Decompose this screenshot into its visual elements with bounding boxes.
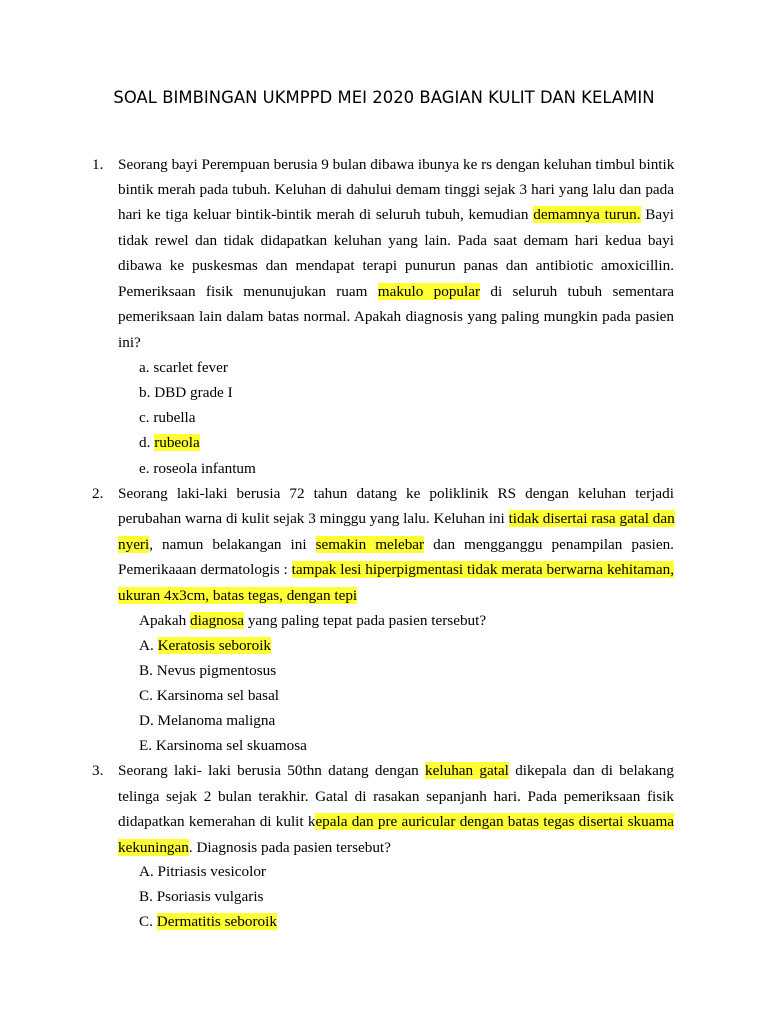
question-text-line: pemeriksaan lain dalam batas normal. Apakah diagnosis yang paling mungkin pada pasien xyxy=(118,308,674,325)
highlighted-text: kekuningan xyxy=(118,839,189,856)
highlighted-text: semakin melebar xyxy=(315,536,425,553)
question-text-line: dibawa ke puskesmas dan mendapat terapi punurun panas dan antibiotic amoxicillin. xyxy=(118,257,674,274)
highlighted-text: diagnosa xyxy=(190,612,245,629)
answer-option: a. scarlet fever xyxy=(139,359,228,376)
question-text-line: Pemerikaaan dermatologis : tampak lesi hiperpigmentasi tidak merata berwarna kehitaman, xyxy=(118,561,674,578)
answer-option: A. Keratosis seboroik xyxy=(139,637,272,654)
highlighted-answer: Keratosis seboroik xyxy=(157,637,272,654)
question-text-line: kekuningan. Diagnosis pada pasien tersebut? xyxy=(118,839,391,856)
question-text-line: tidak rewel dan tidak didapatkan keluhan yang lain. Pada saat demam hari kedua bayi xyxy=(118,232,674,249)
answer-option: C. Dermatitis seboroik xyxy=(139,913,277,930)
answer-option: E. Karsinoma sel skuamosa xyxy=(139,737,307,754)
highlighted-text: keluhan gatal xyxy=(425,762,509,779)
highlighted-text: makulo popular xyxy=(377,283,481,300)
highlighted-answer: rubeola xyxy=(154,434,200,451)
highlighted-text: demamnya turun. xyxy=(533,206,641,223)
question-text-line: nyeri, namun belakangan ini semakin melebar dan mengganggu penampilan pasien. xyxy=(118,536,674,553)
question-text-line: telinga sejak 2 bulan terakhir. Gatal di rasakan sepanjanh hari. Pada pemeriksaan fisik xyxy=(118,788,674,805)
question-number: 3. xyxy=(92,762,104,779)
highlighted-text: tidak disertai rasa gatal dan xyxy=(508,510,675,527)
answer-option: D. Melanoma maligna xyxy=(139,712,276,729)
question-text-line xyxy=(118,586,357,606)
question-text-line: perubahan warna di kulit sejak 3 minggu yang lalu. Keluhan ini tidak disertai rasa gatal dan xyxy=(118,510,675,527)
answer-option: b. DBD grade I xyxy=(139,384,233,401)
question-text-line: ini? xyxy=(118,334,141,351)
question-text-line: Seorang laki-laki berusia 72 tahun datang ke poliklinik RS dengan keluhan terjadi xyxy=(118,485,674,502)
highlighted-text: nyeri xyxy=(118,536,150,553)
question-text-line: Pemeriksaan fisik menunujukan ruam makulo popular di seluruh tubuh sementara xyxy=(118,283,675,300)
highlighted-text: epala dan pre auricular dengan batas tegas disertai skuama xyxy=(315,813,674,830)
question-text-line: Seorang bayi Perempuan berusia 9 bulan dibawa ibunya ke rs dengan keluhan timbul bintik xyxy=(118,156,675,173)
answer-option: c. rubella xyxy=(139,409,196,426)
question-text-line: didapatkan kemerahan di kulit kepala dan pre auricular dengan batas tegas disertai skuama xyxy=(118,813,674,830)
answer-option: e. roseola infantum xyxy=(139,460,256,477)
question-text-line: Seorang laki- laki berusia 50thn datang dengan keluhan gatal dikepala dan di belakang xyxy=(118,762,674,779)
highlighted-text: tampak lesi hiperpigmentasi tidak merata berwarna kehitaman, xyxy=(291,561,674,578)
question-text-line: bintik merah pada tubuh. Keluhan di dahului demam tinggi sejak 3 hari yang lalu dan pada xyxy=(118,181,674,198)
question-number: 2. xyxy=(92,485,104,502)
question-text-line: hari ke tiga keluar bintik-bintik merah di seluruh tubuh, kemudian demamnya turun. Bayi xyxy=(118,206,674,223)
answer-option: A. Pitriasis vesicolor xyxy=(139,863,266,880)
answer-option: C. Karsinoma sel basal xyxy=(139,687,280,704)
highlighted-text: ukuran 4x3cm, batas tegas, dengan tepi xyxy=(118,587,358,604)
answer-option: B. Nevus pigmentosus xyxy=(139,662,277,679)
question-prompt: Apakah diagnosa yang paling tepat pada pasien tersebut? xyxy=(139,612,487,629)
question-number: 1. xyxy=(92,156,104,173)
highlighted-answer: Dermatitis seboroik xyxy=(156,913,277,930)
answer-option: B. Psoriasis vulgaris xyxy=(139,888,264,905)
answer-option: d. rubeola xyxy=(139,434,200,451)
page-title: SOAL BIMBINGAN UKMPPD MEI 2020 BAGIAN KULIT DAN KELAMIN xyxy=(113,88,655,107)
